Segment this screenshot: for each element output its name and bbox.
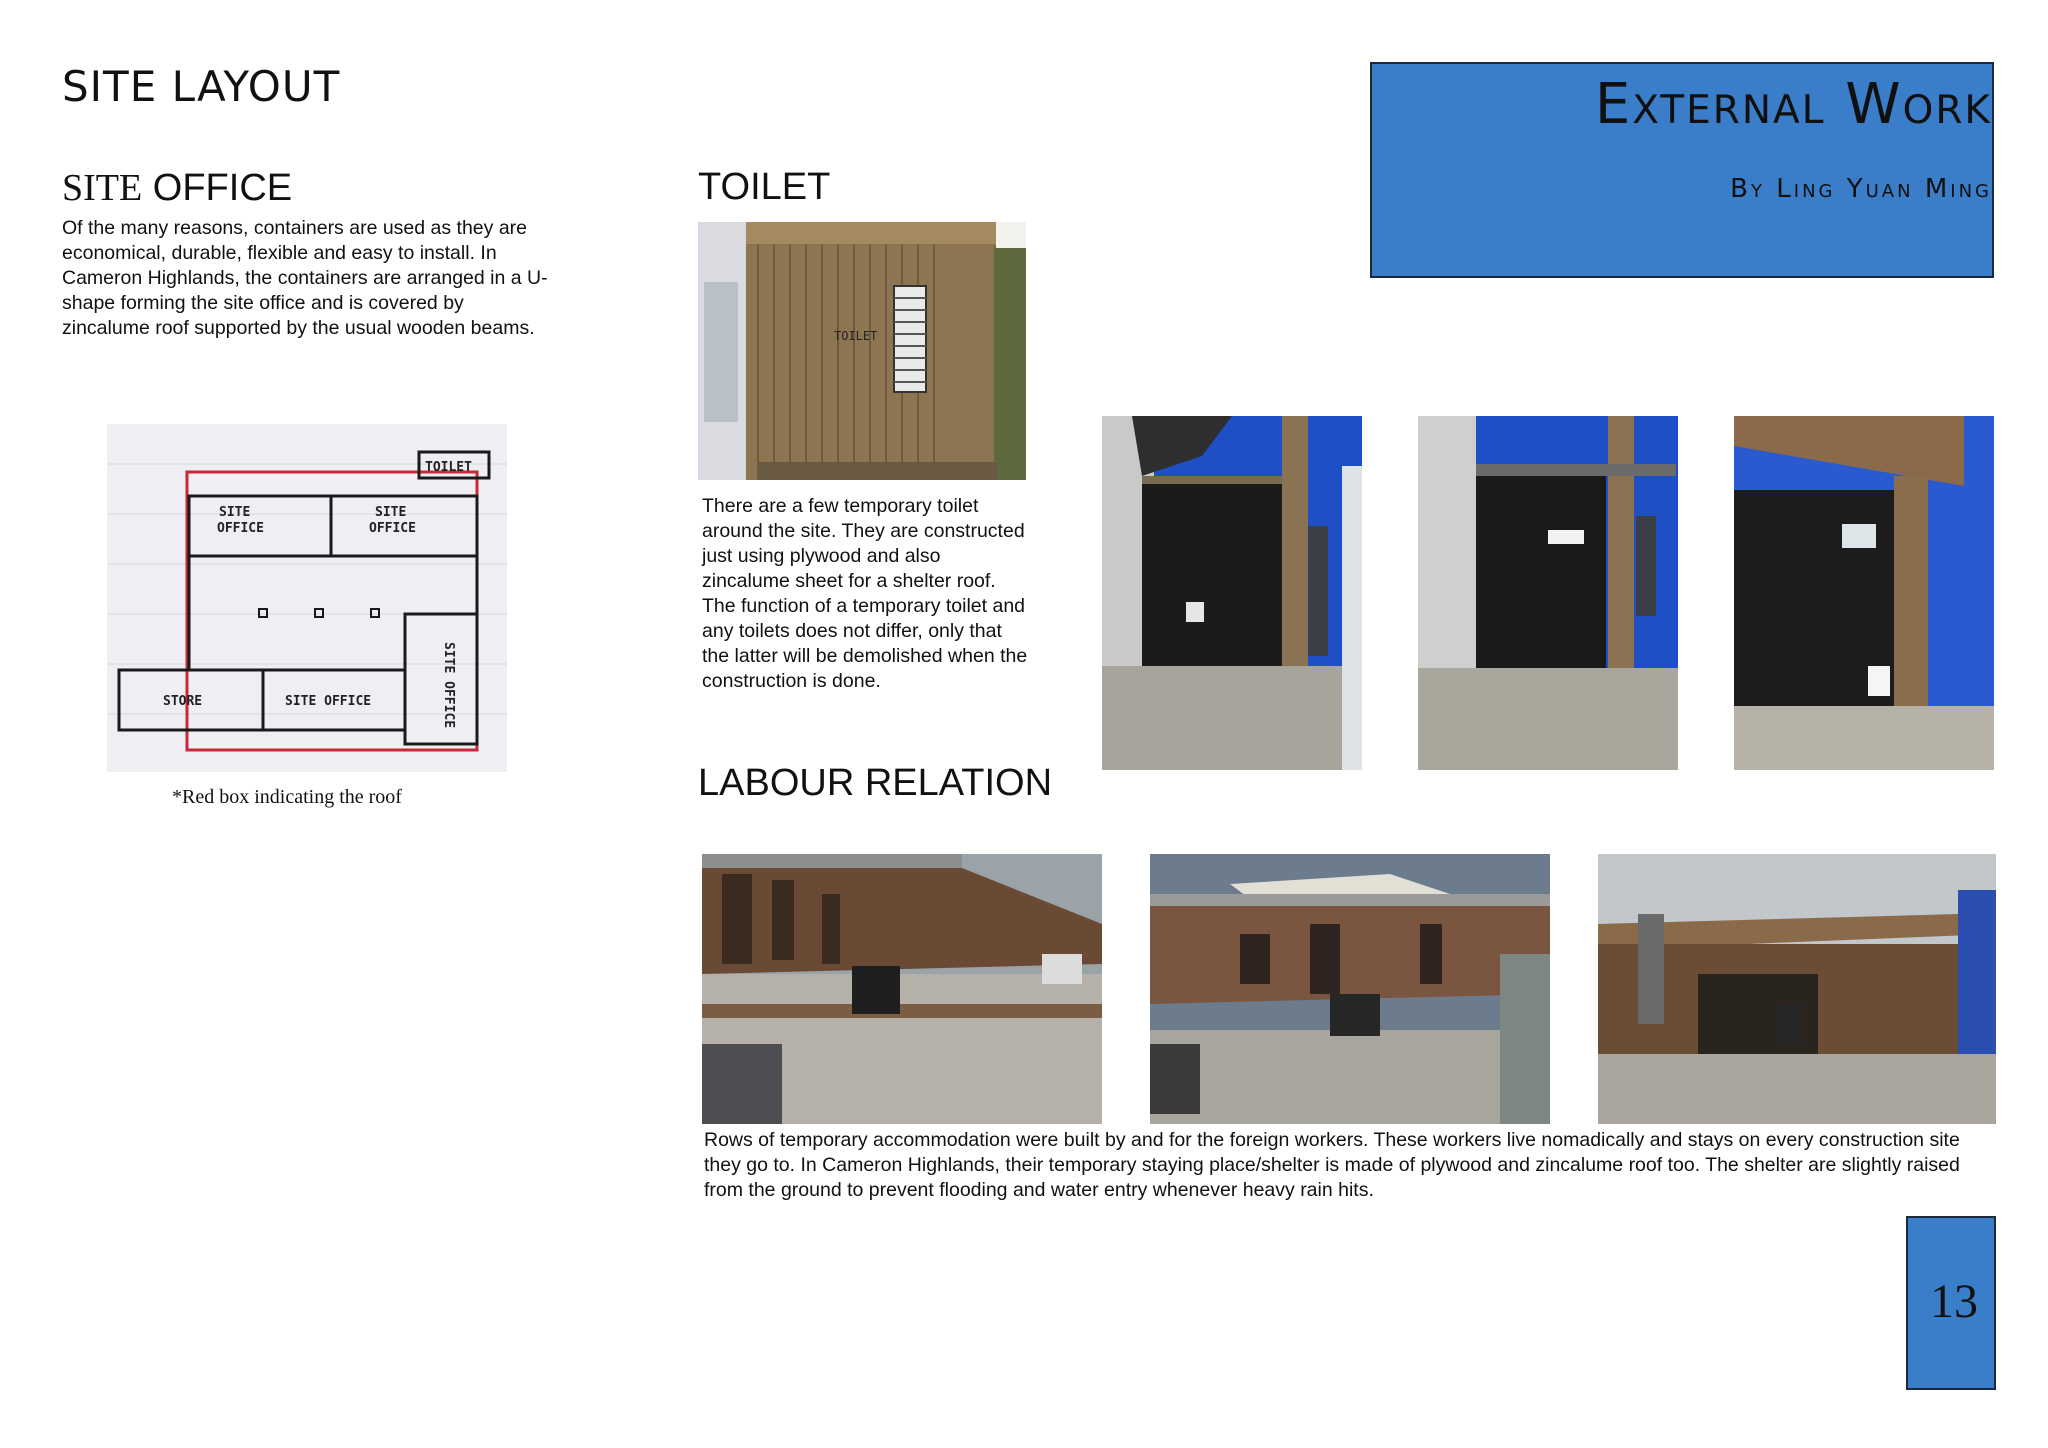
sketch-label-site-1: SITE — [219, 505, 251, 520]
toilet-description: There are a few temporary toilet around the site. They are constructed just using plywood and also zincalume sheet for a shelter roof. The function of a temporary toilet and any toilets does not differ, only that the latter will be demolished when the construction is done. — [702, 495, 1028, 692]
toilet-photo-main — [698, 222, 1026, 480]
toilet-heading: TOILET — [698, 166, 831, 208]
sketch-label-site-office-3: SITE OFFICE — [285, 694, 372, 709]
sketch-label-office-1: OFFICE — [217, 521, 264, 536]
labour-relation-heading: LABOUR RELATION — [698, 762, 1053, 804]
sketch-label-office-2: OFFICE — [369, 521, 416, 536]
labour-photo-1 — [702, 854, 1102, 1124]
sketch-drawing — [107, 424, 507, 772]
toilet-sign-text: TOILET — [834, 329, 878, 343]
sketch-label-toilet: TOILET — [425, 460, 472, 475]
toilet-photo-2 — [1102, 416, 1362, 770]
labour-relation-description: Rows of temporary accommodation were built by and for the foreign workers. These workers live nomadically and stays on every construction site they go to. In Cameron Highlands, their temporary staying place/shelter is made of plywood and zincalume roof too. The shelter are slightly raised from the ground to prevent flooding and water entry whenever heavy rain hits. — [704, 1129, 1960, 1201]
sketch-label-site-2: SITE — [375, 505, 407, 520]
site-office-heading-serif: SITE — [62, 167, 143, 209]
author-line: By Ling Yuan Ming — [1730, 174, 1992, 204]
toilet-photo-4 — [1734, 416, 1994, 770]
page-number: 13 — [1930, 1275, 1978, 1328]
sketch-label-store: STORE — [163, 694, 203, 709]
site-office-heading-sans: OFFICE — [142, 167, 293, 209]
site-office-description: Of the many reasons, containers are used as they are economical, durable, flexible and easy to install. In Cameron Highlands, the containers are arranged in a U-shape forming the site office and is covered by zincalume roof supported by the usual wooden beams. — [62, 217, 548, 339]
toilet-photo-3 — [1418, 416, 1678, 770]
roof-note: *Red box indicating the roof — [172, 786, 402, 808]
labour-photo-2 — [1150, 854, 1550, 1124]
section-title: External Work — [1594, 72, 1992, 137]
sketch-label-site-office-4: SITE OFFICE — [441, 642, 456, 729]
section-banner — [1370, 62, 1994, 278]
page-title: SITE LAYOUT — [62, 62, 341, 111]
labour-photo-3 — [1598, 854, 1996, 1124]
site-office-heading — [62, 166, 292, 210]
site-layout-sketch — [107, 424, 507, 772]
